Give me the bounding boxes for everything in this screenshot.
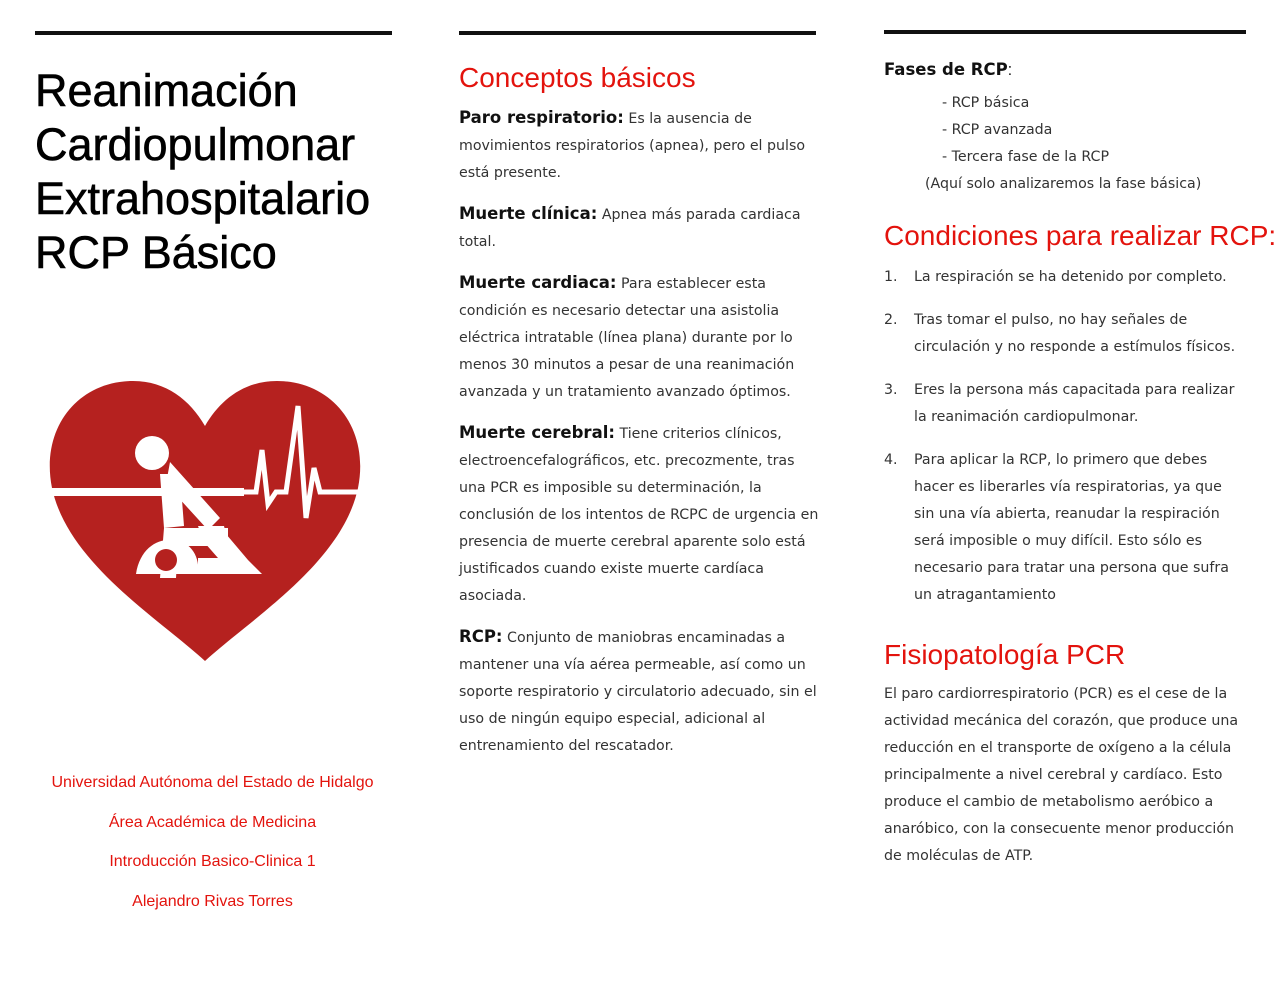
condition-text: Para aplicar la RCP, lo primero que debes hacer es liberarles vía respiratorias, ya que sin una vía abierta, reanudar la respiración será imposible o muy difícil. Esto sólo es necesario para tratar una persona que sufra un atragantamiento xyxy=(914,452,1229,603)
condition-number: 4. xyxy=(884,452,898,468)
concept-text: Es la ausencia de movimientos respiratorios (apnea), pero el pulso está presente. xyxy=(459,111,806,181)
condition-item xyxy=(884,447,1244,609)
concept-term: Muerte cardiaca: xyxy=(459,273,617,292)
info-top-rule xyxy=(884,30,1246,34)
conditions-heading: Condiciones para realizar RCP: xyxy=(884,220,1277,251)
concept-term: Muerte clínica: xyxy=(459,204,598,223)
concept-text: Tiene criterios clínicos, electroencefalográficos, etc. precozmente, tras una PCR es imposible su determinación, la conclusión de los intentos de RCPC de urgencia en presencia de muerte cerebral aparente solo está justificados cuando existe muerte cardíaca asociada. xyxy=(459,426,819,604)
pathophysiology-text: El paro cardiorrespiratorio (PCR) es el cese de la actividad mecánica del corazón, que produce una reducción en el transporte de oxígeno a la célula principalmente a nivel cerebral y cardíaco. Esto produce el cambio de metabolismo aeróbico a anaróbico, con la consecuente menor producción de moléculas de ATP. xyxy=(884,686,1239,864)
pathophysiology-heading: Fisiopatología PCR xyxy=(884,639,1126,670)
concepts-top-rule xyxy=(459,31,816,35)
condition-number: 1. xyxy=(884,269,898,285)
credit-university: Universidad Autónoma del Estado de Hidalgo xyxy=(51,774,374,791)
concept-text: Conjunto de maniobras encaminadas a mantener una vía aérea permeable, así como un soporte respiratorio y circulatorio adecuado, sin el uso de ningún equipo especial, adicional al entrenamiento del rescatador. xyxy=(459,630,817,754)
cover-credits xyxy=(35,773,390,931)
phases-heading xyxy=(884,60,1244,80)
concept-term: Muerte cerebral: xyxy=(459,423,615,442)
title-line: Cardiopulmonar xyxy=(35,119,356,170)
condition-text: La respiración se ha detenido por completo. xyxy=(914,269,1227,285)
title-line: RCP Básico xyxy=(35,227,277,278)
phases-heading-label: Fases de RCP xyxy=(884,60,1008,79)
victim-head xyxy=(155,549,177,571)
concept-term: RCP: xyxy=(459,627,503,646)
concept-muerte-cerebral xyxy=(459,419,819,610)
condition-item xyxy=(884,307,1244,361)
credit-course: Introducción Basico-Clinica 1 xyxy=(109,853,316,870)
concepts-heading: Conceptos básicos xyxy=(459,62,696,93)
condition-text: Eres la persona más capacitada para realizar la reanimación cardiopulmonar. xyxy=(914,382,1235,425)
condition-item xyxy=(884,264,1244,291)
condition-item xyxy=(884,377,1244,431)
conditions-list xyxy=(884,264,1244,609)
condition-number: 3. xyxy=(884,382,898,398)
info-column xyxy=(884,60,1277,870)
concept-text: Apnea más parada cardiaca total. xyxy=(459,207,801,250)
phases-heading-colon: : xyxy=(1007,61,1013,79)
title-line: Extrahospitalario xyxy=(35,173,371,224)
cover-top-rule xyxy=(35,31,392,35)
credit-area: Área Académica de Medicina xyxy=(108,813,317,831)
phases-list xyxy=(884,90,1244,171)
concept-paro-respiratorio xyxy=(459,104,819,187)
credit-author: Alejandro Rivas Torres xyxy=(132,892,293,910)
rescuer-head xyxy=(135,436,169,470)
concept-muerte-clinica xyxy=(459,200,819,256)
phases-note: (Aquí solo analizaremos la fase básica) xyxy=(925,176,1202,192)
cover-title xyxy=(35,64,405,280)
title-line: Reanimación xyxy=(35,65,298,116)
concepts-column xyxy=(459,62,819,773)
phase-item: - RCP avanzada xyxy=(942,122,1053,138)
phase-item: - Tercera fase de la RCP xyxy=(942,149,1110,165)
condition-text: Tras tomar el pulso, no hay señales de circulación y no responde a estímulos físicos. xyxy=(914,312,1236,355)
baseline-line xyxy=(48,488,244,496)
condition-number: 2. xyxy=(884,312,898,328)
concept-term: Paro respiratorio: xyxy=(459,108,624,127)
concept-rcp xyxy=(459,623,819,760)
concept-text: Para establecer esta condición es necesario detectar una asistolia eléctrica intratable (línea plana) durante por lo menos 30 minutos a pesar de una reanimación avanzada y un tratamiento avanzado óptimos. xyxy=(459,276,795,400)
heart-cpr-icon xyxy=(48,378,362,664)
phase-item: - RCP básica xyxy=(942,95,1030,111)
concept-muerte-cardiaca xyxy=(459,269,819,406)
